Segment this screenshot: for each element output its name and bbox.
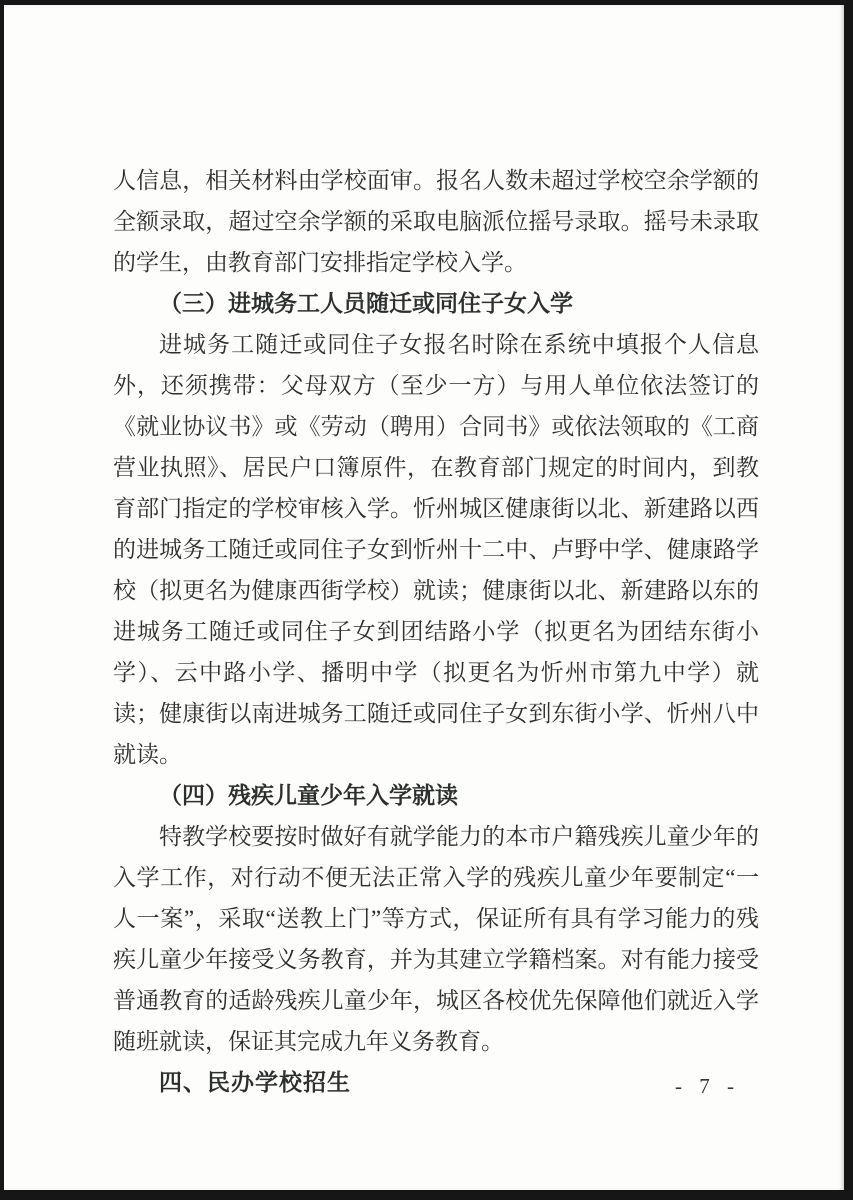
document-page: [4, 5, 844, 1190]
paragraph-lottery-admission: 人信息，相关材料由学校面审。报名人数未超过学校空余学额的全额录取，超过空余学额的采取电脑派位摇号录取。摇号未录取的学生，由教育部门安排指定学校入学。: [113, 168, 759, 275]
heading-private-school-enrollment: 四、民办学校招生: [159, 1069, 351, 1095]
paragraph-disabled-children-details: 特教学校要按时做好有就学能力的本市户籍残疾儿童少年的入学工作，对行动不便无法正常入学的残疾儿童少年要制定“一人一案”，采取“送教上门”等方式，保证所有具有学习能力的残疾儿童少年接受义务教育，并为其建立学籍档案。对有能力接受普通教育的适龄残疾儿童少年，城区各校优先保障他们就近入学随班就读，保证其完成九年义务教育。: [113, 824, 759, 1054]
page-number: - 7 -: [675, 1074, 740, 1098]
heading-migrant-children-enrollment: （三）进城务工人员随迁或同住子女入学: [159, 291, 573, 316]
heading-disabled-children-enrollment: （四）残疾儿童少年入学就读: [159, 783, 458, 808]
document-body: [113, 160, 759, 1103]
paragraph-migrant-children-details: 进城务工随迁或同住子女报名时除在系统中填报个人信息外，还须携带：父母双方（至少一方）与用人单位依法签订的《就业协议书》或《劳动（聘用）合同书》或依法领取的《工商营业执照》、居民户口簿原件，在教育部门规定的时间内，到教育部门指定的学校审核入学。忻州城区健康街以北、新建路以西的进城务工随迁或同住子女到忻州十二中、卢野中学、健康路学校（拟更名为健康西街学校）就读；健康街以北、新建路以东的进城务工随迁或同住子女到团结路小学（拟更名为团结东街小学）、云中路小学、播明中学（拟更名为忻州市第九中学）就读；健康街以南进城务工随迁或同住子女到东街小学、忻州八中就读。: [113, 332, 759, 767]
